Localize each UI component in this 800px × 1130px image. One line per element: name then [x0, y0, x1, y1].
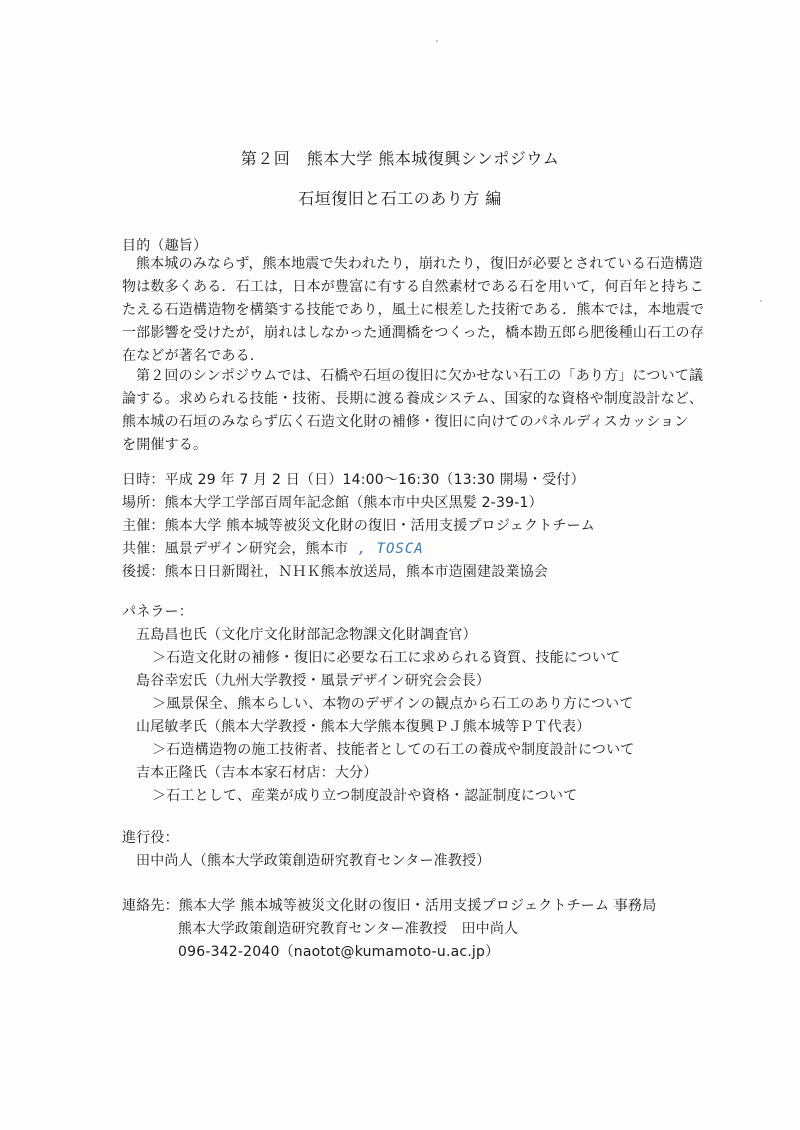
panelist-topic: ＞石工として、産業が成り立つ制度設計や資格・認証制度について: [152, 788, 578, 804]
page-subtitle: 石垣復旧と石工のあり方 編: [298, 189, 502, 208]
purpose-paragraph-line: 熊本城のみならず，熊本地震で失われたり，崩れたり，復旧が必要とされている石造構造: [136, 256, 703, 272]
event-cohost: [122, 539, 424, 559]
panelist-topic: ＞石造構造物の施工技術者、技能者としての石工の養成や制度設計について: [152, 742, 635, 758]
panelist-topic: ＞風景保全、熊本らしい、本物のデザインの観点から石工のあり方について: [152, 696, 634, 712]
panelist-name: 島谷幸宏氏（九州大学教授・風景デザイン研究会会長）: [136, 673, 491, 689]
panelist-topic: ＞石造文化財の補修・復旧に必要な石工に求められる資質、技能について: [152, 650, 621, 666]
event-cohost-separator: ,: [348, 541, 377, 557]
scan-speck: [436, 40, 438, 42]
contact-line: 熊本大学政策創造研究教育センター准教授 田中尚人: [178, 921, 519, 937]
purpose-paragraph-line: 在などが著名である．: [122, 348, 264, 364]
purpose-paragraph-line: 物は数多くある．石工は，日本が豊富に有する自然素材である石を用いて，何百年と持ちこ: [122, 279, 704, 295]
panelist-name: 吉本正隆氏（吉本本家石材店：大分）: [136, 765, 378, 781]
panelist-name: 山尾敏孝氏（熊本大学教授・熊本大学熊本復興ＰＪ熊本城等ＰＴ代表）: [136, 719, 591, 735]
purpose-paragraph-line: 第２回のシンポジウムでは、石橋や石垣の復旧に欠かせない石工の「あり方」について議: [136, 368, 704, 384]
event-support: 後援：熊本日日新聞社，ＮＨＫ熊本放送局，熊本市造園建設業協会: [122, 564, 548, 580]
contact-line: 連絡先：熊本大学 熊本城等被災文化財の復旧・活用支援プロジェクトチーム 事務局: [122, 898, 657, 914]
page-title: 第２回 熊本大学 熊本城復興シンポジウム: [240, 149, 560, 168]
scan-speck: [760, 300, 762, 302]
moderator-heading: 進行役：: [122, 830, 179, 846]
event-datetime: 日時：平成 29 年 7 月 2 日（日）14:00〜16:30（13:30 開場・受付）: [122, 472, 585, 488]
purpose-heading: 目的（趣旨）: [122, 238, 208, 254]
purpose-paragraph-line: 熊本城の石垣のみならず広く石造文化財の補修・復旧に向けてのパネルディスカッション: [122, 414, 689, 430]
panelist-name: 五島昌也氏（文化庁文化財部記念物課文化財調査官）: [136, 627, 477, 643]
purpose-paragraph-line: たえる石造構造物を構築する技能であり，風土に根差した技術である．熊本では，本地震で: [122, 302, 705, 318]
panel-heading: パネラー：: [122, 604, 193, 620]
purpose-paragraph-line: を開催する。: [122, 437, 208, 453]
event-organizer: 主催：熊本大学 熊本城等被災文化財の復旧・活用支援プロジェクトチーム: [122, 518, 595, 534]
event-cohost-text: 共催：風景デザイン研究会，熊本市: [122, 541, 349, 557]
event-venue: 場所：熊本大学工学部百周年記念館（熊本市中央区黒髪 2-39-1）: [122, 495, 543, 511]
event-cohost-handwritten: TOSCA: [376, 541, 424, 557]
purpose-paragraph-line: 論する。求められる技能・技術、長期に渡る養成システム、国家的な資格や制度設計など、: [122, 391, 704, 407]
moderator-name: 田中尚人（熊本大学政策創造研究教育センター准教授）: [136, 853, 491, 869]
purpose-paragraph-line: 一部影響を受けたが，崩れはしなかった通潤橋をつくった，橋本勘五郎ら肥後種山石工の存: [122, 325, 704, 341]
contact-phone-email: 096-342-2040（naotot@kumamoto-u.ac.jp）: [178, 944, 500, 960]
